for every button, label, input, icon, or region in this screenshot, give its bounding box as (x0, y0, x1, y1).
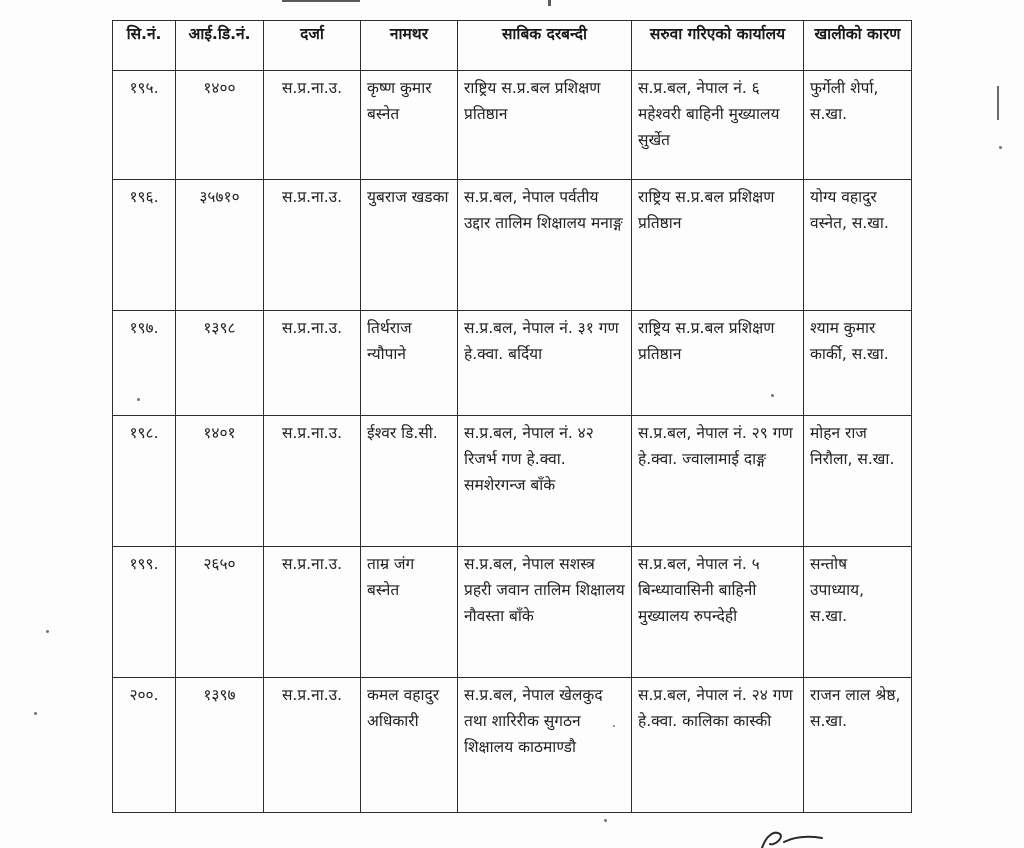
transfer-table (112, 20, 912, 813)
cell-vacancy-reason: फुर्गेली शेर्पा, स.खा. (804, 71, 912, 180)
cell-previous-post: स.प्र.बल, नेपाल खेलकुद तथा शारिरीक सुगठन शिक्षालय काठमाण्डौ (458, 678, 632, 813)
cell-serial-number: १९९. (113, 547, 176, 678)
table-header-row (113, 21, 912, 71)
top-edge-tick (548, 0, 551, 6)
cell-previous-post: स.प्र.बल, नेपाल पर्वतीय उद्दार तालिम शिक्षालय मनाङ्ग (458, 180, 632, 311)
table-row (113, 180, 912, 311)
table-row (113, 547, 912, 678)
scan-speck (771, 394, 774, 397)
signature-stroke (748, 826, 838, 848)
cell-vacancy-reason: सन्तोष उपाध्याय, स.खा. (804, 547, 912, 678)
cell-rank: स.प्र.ना.उ. (264, 71, 361, 180)
header-rank: दर्जा (264, 21, 361, 71)
cell-id-number: १४०० (176, 71, 264, 180)
cell-name: ताम्र जंग बस्नेत (361, 547, 458, 678)
cell-transferred-office: राष्ट्रिय स.प्र.बल प्रशिक्षण प्रतिष्ठान (632, 180, 804, 311)
table-row (113, 416, 912, 547)
header-id-number: आई.डि.नं. (176, 21, 264, 71)
cell-rank: स.प्र.ना.उ. (264, 311, 361, 416)
table-row (113, 71, 912, 180)
scan-speck (34, 712, 37, 715)
cell-id-number: १४०१ (176, 416, 264, 547)
cell-serial-number: १९६. (113, 180, 176, 311)
cell-previous-post: स.प्र.बल, नेपाल नं. ३१ गण हे.क्वा. बर्दिया (458, 311, 632, 416)
cell-transferred-office: स.प्र.बल, नेपाल नं. २९ गण हे.क्वा. ज्वालामाई दाङ्ग (632, 416, 804, 547)
cell-vacancy-reason: योग्य वहादुर वस्नेत, स.खा. (804, 180, 912, 311)
table-row (113, 678, 912, 813)
cell-name: ईश्वर डि.सी. (361, 416, 458, 547)
transfer-table-wrapper (112, 20, 911, 813)
cell-transferred-office: स.प्र.बल, नेपाल नं. ६ महेश्वरी बाहिनी मुख्यालय सुर्खेत (632, 71, 804, 180)
cell-name: कृष्ण कुमार बस्नेत (361, 71, 458, 180)
cell-transferred-office: राष्ट्रिय स.प्र.बल प्रशिक्षण प्रतिष्ठान (632, 311, 804, 416)
cell-rank: स.प्र.ना.उ. (264, 416, 361, 547)
cell-transferred-office: स.प्र.बल, नेपाल नं. ५ बिन्ध्यावासिनी बाहिनी मुख्यालय रुपन्देही (632, 547, 804, 678)
scan-speck (46, 630, 49, 633)
cell-previous-post: स.प्र.बल, नेपाल सशस्त्र प्रहरी जवान तालिम शिक्षालय नौवस्ता बाँके (458, 547, 632, 678)
cell-serial-number: १९८. (113, 416, 176, 547)
top-edge-mark (282, 0, 360, 2)
cell-name: युबराज खडका (361, 180, 458, 311)
scan-speck (999, 146, 1002, 149)
cell-rank: स.प्र.ना.उ. (264, 180, 361, 311)
cell-rank: स.प्र.ना.उ. (264, 547, 361, 678)
cell-serial-number: १९५. (113, 71, 176, 180)
margin-scan-mark (997, 86, 999, 120)
scan-speck (604, 819, 607, 822)
header-transferred-office: सरुवा गरिएको कार्यालय (632, 21, 804, 71)
cell-vacancy-reason: राजन लाल श्रेष्ठ, स.खा. (804, 678, 912, 813)
cell-previous-post: स.प्र.बल, नेपाल नं. ४२ रिजर्भ गण हे.क्वा. समशेरगन्ज बाँके (458, 416, 632, 547)
cell-vacancy-reason: श्याम कुमार कार्की, स.खा. (804, 311, 912, 416)
cell-transferred-office: स.प्र.बल, नेपाल नं. २४ गण हे.क्वा. कालिका कास्की (632, 678, 804, 813)
scan-speck (613, 725, 615, 727)
header-vacancy-reason: खालीको कारण (804, 21, 912, 71)
cell-name: तिर्थराज न्यौपाने (361, 311, 458, 416)
cell-serial-number: २००. (113, 678, 176, 813)
cell-id-number: १३९८ (176, 311, 264, 416)
cell-previous-post: राष्ट्रिय स.प्र.बल प्रशिक्षण प्रतिष्ठान (458, 71, 632, 180)
cell-vacancy-reason: मोहन राज निरौला, स.खा. (804, 416, 912, 547)
cell-id-number: २६५० (176, 547, 264, 678)
header-previous-post: साबिक दरबन्दी (458, 21, 632, 71)
header-name: नामथर (361, 21, 458, 71)
cell-serial-number: १९७. (113, 311, 176, 416)
scan-speck (137, 398, 140, 401)
cell-rank: स.प्र.ना.उ. (264, 678, 361, 813)
table-row (113, 311, 912, 416)
cell-id-number: ३५७१० (176, 180, 264, 311)
cell-id-number: १३९७ (176, 678, 264, 813)
header-serial-number: सि.नं. (113, 21, 176, 71)
cell-name: कमल वहादुर अधिकारी (361, 678, 458, 813)
